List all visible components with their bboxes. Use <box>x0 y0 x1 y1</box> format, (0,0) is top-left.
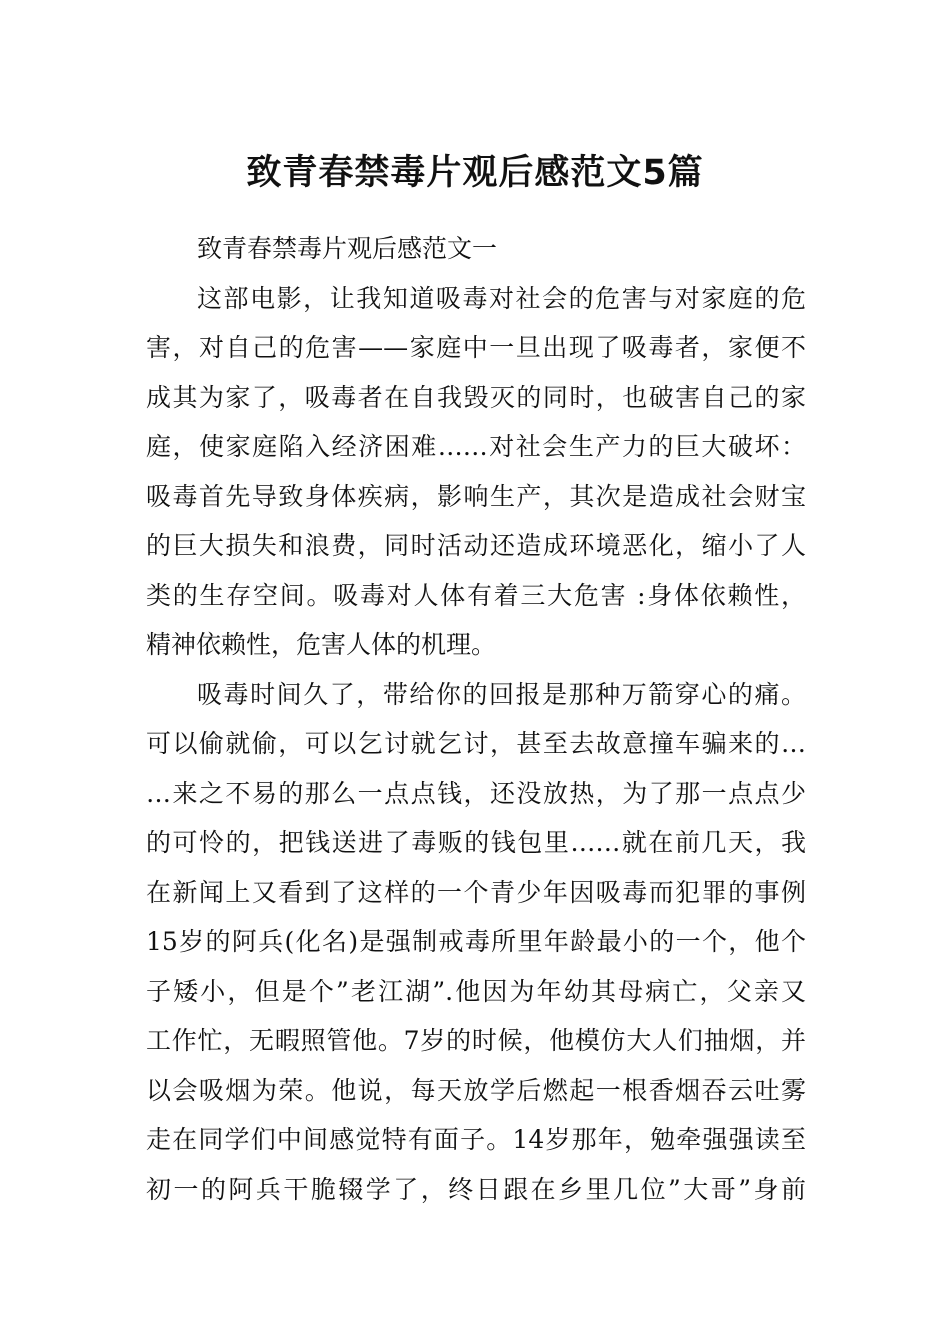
text-line: 在新闻上又看到了这样的一个青少年因吸毒而犯罪的事例 <box>146 877 806 907</box>
paragraph-1 <box>146 274 806 670</box>
text-line: …来之不易的那么一点点钱，还没放热，为了那一点点少 <box>146 778 806 808</box>
text-line: 走在同学们中间感觉特有面子。14岁那年，勉牵强强读至 <box>146 1125 806 1154</box>
document-title: 致青春禁毒片观后感范文5篇 <box>246 153 704 194</box>
document-body <box>146 224 806 1214</box>
text-line: 初一的阿兵干脆辍学了，终日跟在乡里几位”大哥”身前 <box>146 1174 806 1204</box>
text-line: 精神依赖性，危害人体的机理。 <box>146 630 497 659</box>
text-line: 吸毒时间久了，带给你的回报是那种万箭穿心的痛。 <box>197 679 806 709</box>
paragraph-2 <box>146 670 806 1215</box>
text-line: 吸毒首先导致身体疾病，影响生产，其次是造成社会财宝 <box>146 481 806 511</box>
text-line: 工作忙，无暇照管他。7岁的时候，他模仿大人们抽烟，并 <box>146 1026 806 1055</box>
text-line: 这部电影，让我知道吸毒对社会的危害与对家庭的危 <box>197 283 806 313</box>
text-line: 庭，使家庭陷入经济困难……对社会生产力的巨大破坏： <box>146 432 806 461</box>
text-line: 的可怜的，把钱送进了毒贩的钱包里……就在前几天，我 <box>146 828 806 857</box>
subtitle-line: 致青春禁毒片观后感范文一 <box>197 234 498 263</box>
text-line: 成其为家了，吸毒者在自我毁灭的同时，也破害自己的家 <box>146 382 806 412</box>
text-line: 可以偷就偷，可以乞讨就乞讨，甚至去故意撞车骗来的… <box>146 729 806 758</box>
text-line: 以会吸烟为荣。他说，每天放学后燃起一根香烟吞云吐雾 <box>146 1075 806 1105</box>
text-line: 子矮小，但是个”老江湖”.他因为年幼其母病亡，父亲又 <box>146 976 806 1006</box>
text-line: 15岁的阿兵(化名)是强制戒毒所里年龄最小的一个，他个 <box>146 927 806 956</box>
text-line: 类的生存空间。吸毒对人体有着三大危害 :身体依赖性， <box>146 580 806 610</box>
text-line: 的巨大损失和浪费，同时活动还造成环境恶化，缩小了人 <box>146 531 806 560</box>
section-subtitle <box>146 224 806 274</box>
text-line: 害，对自己的危害——家庭中一旦出现了吸毒者，家便不 <box>146 333 806 362</box>
